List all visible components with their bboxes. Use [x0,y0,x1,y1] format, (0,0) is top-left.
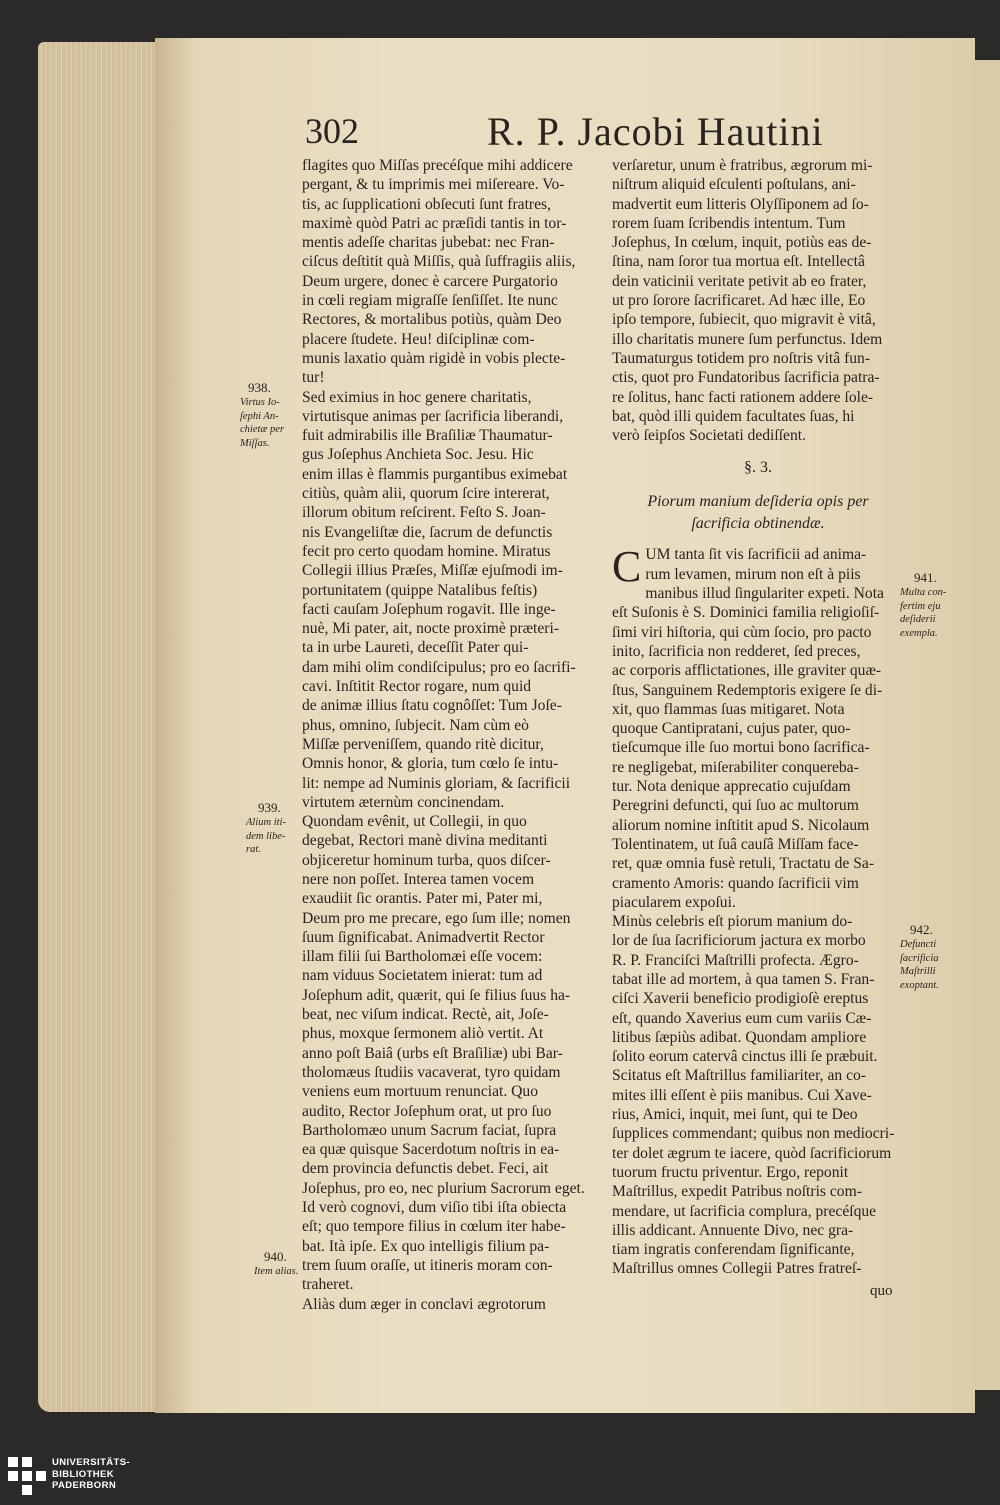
text-line: pergant, & tu imprimis mei miſereare. Vo- [302,176,565,194]
text-line: Joſephus, pro eo, nec plurium Sacrorum eget. [302,1179,585,1197]
text-line: ciſcus deſtitit quà Miſſis, quà ſuffragiis aliis, [302,253,576,271]
margin-note-line: exempla. [900,627,938,639]
text-line: Tolentinatem, ut ſuâ cauſâ Miſſam face- [612,835,859,853]
text-line: ea quæ quisque Sacerdotum noſtris in ea- [302,1141,560,1159]
page-number: 302 [305,111,359,151]
text-line: objiceretur hominum turba, quos diſcer- [302,851,551,869]
margin-number: 942. [910,922,933,937]
text-line: tis, ac ſupplicationi obſecuti ſunt fratres, [302,195,551,213]
margin-note-938 [240,380,300,450]
margin-note-941 [900,570,964,640]
text-line: manibus illud ſingulariter expeti. Nota [645,585,884,603]
catchword: quo [870,1283,893,1299]
text-line: re negligebat, miſerabiliter conquereba- [612,758,859,776]
text-line: tur. Nota denique apprecatio cujuſdam [612,778,851,796]
library-logo-text [52,1457,130,1492]
text-line: Rectores, & mortalibus potiùs, quàm Deo [302,311,562,329]
text-line: ſolito eorum catervâ cinctus illi ſe præbuit. [612,1048,878,1066]
library-logo [8,1455,158,1503]
right-text-column [612,156,904,1279]
margin-number: 939. [258,800,281,815]
margin-note-line: Alium iti- [246,817,286,828]
text-line: Aliàs dum æger in conclavi ægrotorum [302,1295,546,1313]
text-line: Quondam evênit, ut Collegii, in quo [302,813,527,831]
text-line: ciſci Xaverii beneficio prodigioſè ereptus [612,990,869,1008]
text-line: ipſo tempore, ſubiecit, quo migravit è vitâ, [612,311,876,329]
text-line: ret, quæ omnia fusè retuli, Tractatu de Sa- [612,855,875,873]
text-line: ac corporis afflictationes, ille graviter quæ- [612,662,882,680]
text-line: enim illas è flammis purgantibus eximebat [302,465,568,483]
text-line: eſt; quo tempore filius in cœlum iter habe- [302,1218,566,1236]
logo-text-line: UNIVERSITÄTS- [52,1457,131,1468]
margin-note-line: dem libe- [246,830,286,842]
text-line: Scitatus eſt Maſtrillus familiariter, an co- [612,1067,866,1085]
text-line: tieſcumque ille ſuo mortui bono ſacrifica- [612,739,870,757]
text-line: audito, Rector Joſephum orat, ut pro ſuo [302,1102,552,1120]
text-line: phus, omnino, ſubjecit. Nam cùm eò [302,716,529,734]
text-line: rum levamen, mirum non eſt à piis [645,565,861,583]
text-line: virtutem æternùm concinendam. [302,793,505,811]
margin-note-line: deſiderii [900,614,936,625]
text-line: dam mihi olim condiſcipulus; pro eo ſacrifi- [302,658,576,676]
text-line: ter dolet ægrum te iacere, quòd ſacrificiorum [612,1144,892,1162]
text-line: nis Evangeliſtæ die, ſacrum de defunctis [302,523,553,541]
right-column-continuation [612,156,904,445]
margin-note-line: Miſſas. [240,437,270,449]
text-line: ctis, quot pro Fundatoribus ſacrificia patra- [612,369,880,387]
text-line: beat, nec viſum indicat. Rectè, ait, Joſe- [302,1006,549,1024]
text-line: madvertit eum litteris Olyſſiponem ad ſo- [612,195,869,213]
text-line: lit: nempe ad Numinis gloriam, & ſacrificii [302,774,571,792]
dropcap-letter: C [612,542,642,592]
margin-note-line: Virtus Io- [240,397,280,408]
text-line: nam viduus Societatem inierat: tum ad [302,967,543,985]
text-line: citiùs, quàm alii, quorum ſcire intererat, [302,485,550,503]
text-line: Bartholomæo unum Sacrum faciat, ſupra [302,1121,557,1139]
margin-number: 941. [914,570,937,585]
margin-number: 938. [248,380,271,395]
text-line: veniens eum mortuum renunciat. Quo [302,1083,539,1101]
text-line: niſtrum aliquid eſculenti poſtulans, ani- [612,176,856,194]
text-line: placere ſtudete. Heu! diſciplinæ com- [302,330,535,348]
text-line: ſuum ſignificabat. Animadvertit Rector [302,928,545,946]
text-line: ſtus, Sanguinem Redemptoris exigere ſe di- [612,681,883,699]
text-line: ſupplices commendant; quibus non mediocri- [612,1125,895,1143]
margin-note-line: Item alias. [254,1266,299,1277]
text-line: illo charitatis munere ſum perfunctus. Idem [612,330,883,348]
facing-page-edge [975,60,1000,1390]
margin-note-line: exoptant. [900,979,939,991]
text-line: Sed eximius in hoc genere charitatis, [302,388,532,406]
text-line: Maſtrillus omnes Collegii Patres fratreſ- [612,1260,862,1278]
text-line: nere non poſſet. Interea tamen vocem [302,870,535,888]
text-line: tholomæus ſtudiis vacaverat, tyro quidam [302,1063,561,1081]
book-page-edges [38,42,170,1412]
text-line: tiam ingratis conferendam ſignificante, [612,1241,855,1259]
text-line: tabat ille ad mortem, à qua tamen S. Fran- [612,970,875,988]
text-line: Minùs celebris eſt piorum manium do- [612,913,853,931]
section-heading-line: ſacrificia obtinendæ. [691,515,825,533]
margin-note-939 [240,800,300,857]
margin-note-942 [900,922,964,992]
text-line: traheret. [302,1276,354,1294]
text-line: Miſſæ perveniſſem, quando ritè dicitur, [302,735,544,753]
text-line: Deum urgere, donec è carcere Purgatorio [302,272,558,290]
text-line: Id verò cognovi, dum viſio tibi iſta obiecta [302,1199,567,1217]
text-line: eſt, quando Xaverius eum cum variis Cæ- [612,1009,872,1027]
margin-note-line: rat. [246,844,261,855]
text-line: de animæ illius ſtatu cognôſſet: Tum Joſe- [302,697,562,715]
text-line: mites illi eſſent è piis manibus. Cui Xave- [612,1086,872,1104]
text-line: Peregrini defuncti, qui ſuo ac multorum [612,797,859,815]
text-line: phus, moxque ſermonem aliò vertit. At [302,1025,544,1043]
text-line: fecit pro certo quodam homine. Miratus [302,542,551,560]
text-line: UM tanta ſit vis ſacrificii ad anima- [645,546,867,564]
text-line: bat. Ità ipſe. Ex quo intelligis filium pa- [302,1237,550,1255]
text-line: Collegii illius Præſes, Miſſæ ejuſmodi im- [302,562,563,580]
text-line: maximè quòd Patri ac præſidi tantis in tor- [302,214,567,232]
text-line: re ſolitus, hanc facti rationem addere ſole- [612,388,874,406]
text-line: virtutisque animas per ſacrificia liberandi, [302,407,564,425]
text-line: R. P. Franciſci Maſtrilli profecta. Ægro- [612,951,859,969]
margin-number: 940. [264,1249,287,1264]
text-line: flagites quo Miſſas precéſque mihi addicere [302,157,573,174]
text-line: fuit admirabilis ille Braſiliæ Thaumatur- [302,427,553,445]
margin-note-line: fertim eju [900,600,941,612]
text-line: verſaretur, unum è fratribus, ægrorum mi- [612,157,873,174]
text-line: in cœli regiam migraſſe ſenſiſſet. Ite nunc [302,292,558,310]
text-line: Joſephus, In cœlum, inquit, potiùs eas de- [612,234,872,252]
text-line: tuorum fructu priventur. Ergo, reponit [612,1163,849,1181]
text-line: portunitatem (quippe Natalibus feſtis) [302,581,538,599]
text-line: ſtina, nam ſoror tua mortua eſt. Intellectâ [612,253,865,271]
text-line: quoque Cantipratani, cujus pater, quo- [612,720,851,738]
text-line: Maſtrillus, expedit Patribus noſtris com- [612,1183,862,1201]
text-line: illorum obitum reſcirent. Feſto S. Joan- [302,504,546,522]
margin-note-line: Multa con- [900,587,947,598]
text-line: nuè, Mi pater, ait, nocte proximè præteri- [302,620,560,638]
margin-note-line: ſephi An- [240,410,279,422]
text-line: illis addicant. Annuente Divo, nec gra- [612,1221,854,1239]
section-mark: §. 3. [744,459,772,477]
margin-note-line: Defuncti [900,939,937,950]
text-line: trem ſuum oraſſe, ut itineris moram con- [302,1256,553,1274]
right-column-body [612,584,904,1279]
text-line: litibus ſæpiùs adibat. Quondam ampliore [612,1028,867,1046]
logo-text-line: BIBLIOTHEK [52,1468,115,1480]
text-line: xit, quo flammas ſuas mitigaret. Nota [612,700,845,718]
text-line: eſt Suſonis è S. Dominici familia religioſiſ- [612,604,880,622]
text-line: lor de ſua ſacrificiorum jactura ex morbo [612,932,866,950]
text-line: mentis adeſſe charitas jubebat: nec Fran- [302,234,555,252]
library-logo-mark-icon [8,1457,46,1495]
margin-note-line: chietæ per [240,424,285,435]
section-heading-line: Piorum manium deſideria opis per [647,493,869,511]
text-line: inito, ſacrificia non redderet, ſed preces, [612,642,861,660]
text-line: cavi. Inſtitit Rector rogare, num quid [302,678,532,696]
page-header [305,108,824,158]
logo-text-line: PADERBORN [52,1480,117,1491]
text-line: bat, quòd illi quidem facultates ſuas, hi [612,407,855,425]
text-line: ta in urbe Laureti, deceſſit Pater qui- [302,639,529,657]
text-line: ut pro ſorore ſacrificaret. Ad hæc ille, Eo [612,292,866,310]
dropcap-paragraph [612,542,904,592]
text-line: Joſephum adit, quærit, qui ſe filius ſuus ha- [302,986,571,1004]
text-line: rius, Amici, inquit, mei ſunt, qui te Deo [612,1106,858,1124]
text-line: piacularem expoſui. [612,893,736,911]
text-line: gus Joſephus Anchieta Soc. Jesu. Hic [302,446,534,464]
running-title: R. P. Jacobi Hautini [487,109,824,154]
text-line: munis laxatio quàm rigidè in vobis plecte- [302,349,566,367]
text-line: Deum pro me precare, ego ſum ille; nomen [302,909,571,927]
text-line: tur! [302,369,325,387]
text-line: verò ſeipſos Societati dediſſent. [612,427,807,445]
text-line: mendare, ut ſacrificia complura, precéſque [612,1202,877,1220]
margin-note-940 [240,1249,300,1279]
text-line: facti cauſam Joſephum rogavit. Ille inge- [302,600,556,618]
margin-note-line: Maſtrilli [900,966,936,977]
text-line: aliorum nomine inſtitit apud S. Nicolaum [612,816,870,834]
text-line: dem provincia defunctis debet. Feci, ait [302,1160,549,1178]
text-line: Omnis honor, & gloria, tum cœlo ſe intu- [302,755,559,773]
text-line: illam filii ſui Bartholomæi eſſe vocem: [302,948,543,966]
text-line: anno poſt Baiâ (urbs eſt Braſiliæ) ubi Bar- [302,1044,563,1062]
text-line: dein vaticinii veritate petivit ab eo frater, [612,272,867,290]
text-line: rorem ſuam ſcribendis intentum. Tum [612,214,846,232]
text-line: ſimi viri hiſtoria, qui cùm ſocio, pro pacto [612,623,872,641]
text-line: cramento Amoris: quando ſacrificii vim [612,874,859,892]
text-line: exaudiit ſic orantis. Pater mi, Pater mi, [302,890,543,908]
text-line: Taumaturgus totidem pro noſtris vitâ fun- [612,349,871,367]
text-line: degebat, Rectori manè divina meditanti [302,832,548,850]
left-text-column [302,156,594,1314]
margin-note-line: ſacrificia [900,952,939,964]
